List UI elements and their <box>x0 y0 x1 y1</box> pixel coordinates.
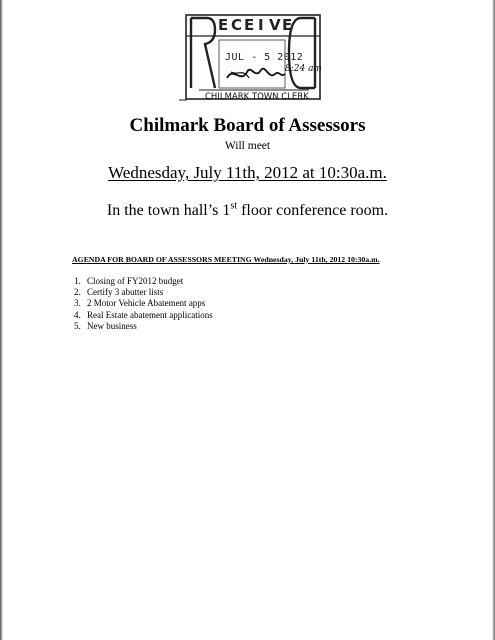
stamp-letter: E <box>282 16 293 34</box>
stamp-letter: E <box>218 16 229 34</box>
location-superscript: st <box>230 200 238 212</box>
agenda-item <box>74 321 213 332</box>
agenda-item-number: 1. <box>74 276 81 286</box>
agenda-item <box>74 276 213 287</box>
stamp-time: 8:24 am <box>285 64 322 74</box>
stamp-letter: E <box>244 16 255 34</box>
scan-edge-left <box>0 0 3 640</box>
stamp-date: JUL - 5 2012 <box>225 52 304 63</box>
agenda-item-text: Closing of FY2012 budget <box>87 276 184 286</box>
meeting-location <box>0 202 495 220</box>
stamp-letter: V <box>269 16 281 34</box>
document-title: Chilmark Board of Assessors <box>129 115 366 136</box>
agenda-item-text: New business <box>87 320 137 331</box>
agenda-item-number: 4. <box>74 309 81 320</box>
document-subtitle: Will meet <box>224 140 271 152</box>
agenda-list <box>74 276 213 332</box>
agenda-item-text: Certify 3 abutter lists <box>87 287 164 298</box>
agenda-heading: AGENDA FOR BOARD OF ASSESSORS MEETING Wednesday, July 11th, 2012 10:30a.m. <box>72 255 380 264</box>
agenda-item <box>74 310 213 321</box>
received-stamp <box>185 14 321 100</box>
agenda-item-number: 2. <box>74 287 81 298</box>
agenda-item-number: 3. <box>74 298 81 309</box>
agenda-item <box>74 287 213 298</box>
agenda-item-number: 5. <box>74 320 81 331</box>
location-text-after: floor conference room. <box>237 202 389 219</box>
meeting-date: Wednesday, July 11th, 2012 at 10:30a.m. <box>108 163 387 182</box>
agenda-item-text: Real Estate abatement applications <box>87 309 213 320</box>
agenda-item <box>74 298 213 309</box>
stamp-clerk-label: CHILMARK TOWN CLERK <box>205 92 309 102</box>
stamp-letter: C <box>231 16 243 34</box>
agenda-item-text: 2 Motor Vehicle Abatement apps <box>87 298 206 309</box>
location-text-before: In the town hall’s 1 <box>106 202 231 219</box>
stamp-letter: I <box>258 16 264 34</box>
stamp-received-word <box>188 16 320 38</box>
